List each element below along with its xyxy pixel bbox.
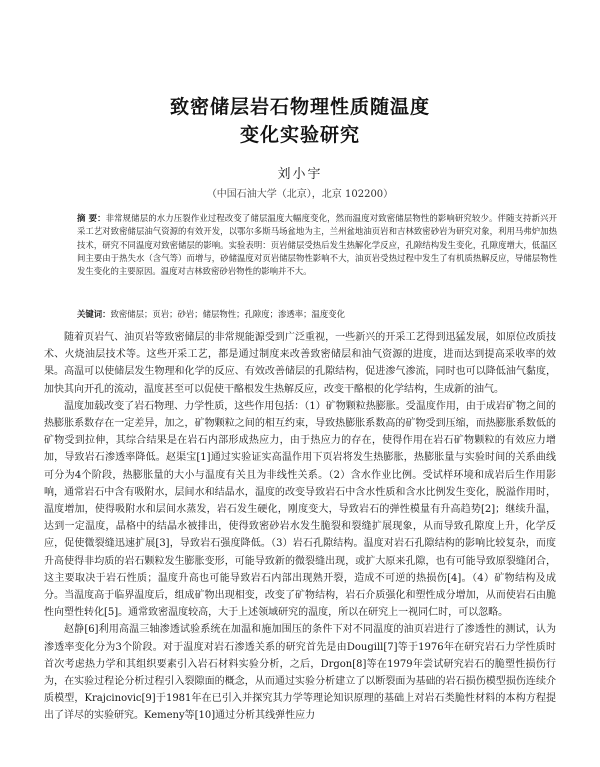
keywords-label: 关键词： xyxy=(77,309,111,319)
keywords-text: 致密储层；页岩；砂岩；储层物性；孔隙度；渗透率；温度变化 xyxy=(110,309,345,319)
abstract-label: 摘 要： xyxy=(77,213,106,223)
author-name: 刘小宇 xyxy=(277,167,323,182)
body-paragraph: 温度加载改变了岩石物理、力学性质，这些作用包括：（1）矿物颗粒热膨胀。受温度作用，由于成岩矿物之间的热膨胀系数存在一定差异，加之，矿物颗粒之间的相互约束，导致热膨胀系数高的矿物受到压缩，而热膨胀系数低的矿物受到拉伸，其综合结果是在岩石内部形成热应力，由于热应力的存在，使得作用在岩石矿物颗粒的有效应力增加，导致岩石渗透率降低。赵渠宝[1]通过实验证实高温作用下页岩将发生热膨胀，热膨胀量与实验时间的关系曲线可分为4个阶段，热膨胀量的大小与温度有关且为非线性关系。（2）含水作业比例。受试样环境和成岩后生作用影响，通常岩石中含有吸附水，层间水和结晶水，温度的改变导致岩石中含水性质和含水比例发生变化，脱溢作用时，温度增加，使得吸附水和层间水蒸发，岩石发生硬化，刚度变大，导致岩石的弹性模量有升高趋势[2]；继续升温，达到一定温度，晶格中的结晶水被排出，使得致密砂岩水发生脆裂和裂缝扩展现象，从而导致孔隙度上升，化学反应，促使微裂缝迅速扩展[3]，导致岩石强度降低。（3）岩石孔隙结构。温度对岩石孔隙结构的影响比较复杂，而度升高使得非均质的岩石颗粒发生膨胀变形，可能导致新的微裂缝出现，或扩大原来孔隙，也有可能导致原裂缝闭合，这主要取决于岩石性质；温度升高也可能导致岩石内部出现熟开裂，造成不可逆的热损伤[4]。（4）矿物结构及成分。当温度高于临界温度后，组成矿物出现相变，改变了矿物结构，岩石介质强化和塑性成分增加，从而使岩石由脆性向塑性转化[5]。通常致密温度较高，大于上述领域研究的温度，所以在研究上一视同仁时，可以忽略。 xyxy=(44,400,556,619)
paper-title-line2: 变化实验研究 xyxy=(239,124,360,146)
body-paragraph: 随着页岩气、油页岩等致密储层的非常规能源受到广泛重视，一些新兴的开采工艺得到迅猛发展，如原位改质技术、火烧油层技术等。这些开采工艺，都是通过制度来改善致密储层和油气资源的进度，进而达到提高采收率的效果。高温可以使储层发生物理和化学的反应、有效改善储层的孔隙结构，促进渗气渗流，同时也可以降低油气黏度，加快其向开孔的流动，温度甚至可以促使干酪根发生热解反应，改变干酪根的化学结构，生成新的油气。 xyxy=(44,332,556,395)
keywords xyxy=(77,308,557,321)
body-text xyxy=(44,329,556,725)
paper-title-line1: 致密储层岩石物理性质随温度 xyxy=(169,96,430,118)
body-paragraph: 赵静[6]利用高温三轴渗透试验系统在加温和施加围压的条件下对不同温度的油页岩进行了渗透性的测试，认为渗透率变化分为3个阶段。对于温度对岩石渗透关系的研究首先是由Dougill[7]等于1976年在研究岩石力学性质时首次考虑热力学和其组织要素引入岩石材料实验分析，之后，Drgon[8]等在1979年尝试研究岩石的脆塑性损伤行为，在实验过程论分析过程引入裂隙面的概念，从而通过实验分析建立了以断裂面为基础的岩石损伤模型损伤连续介质模型，Krajcinovic[9]于1981年在已引入并探究其力学等理论知识原理的基础上对岩石类脆性材料的本构方程提出了详尽的实验研究。Kemeny等[10]通过分析其线弹性应力 xyxy=(44,624,556,722)
abstract-text: 非常规储层的水力压裂作业过程改变了储层温度大幅度变化，然而温度对致密储层物性的影响研究较少。伴随支持新兴开采工艺对致密储层油气资源的有效开发，以鄂尔多斯马场盆地为主，兰州盆地油页岩和吉林致密砂岩为研究对象，利用马弗炉加热技术，研究不同温度对致密储层的影响。实验表明：页岩储层受热后发生热解化学反应，孔隙结构发生变化，孔隙度增大，低温区间主要由于热失水（含气等）而增与，砂储温度对页岩储层物性影响不大，油页岩受热过程中发生了有机质热解反应，导储层物性发生变化的主要原因。温度对吉林致密砂岩物性的影响并不大。 xyxy=(77,213,557,277)
abstract xyxy=(77,212,557,278)
author-affiliation: （中国石油大学（北京），北京 102200） xyxy=(206,189,394,200)
